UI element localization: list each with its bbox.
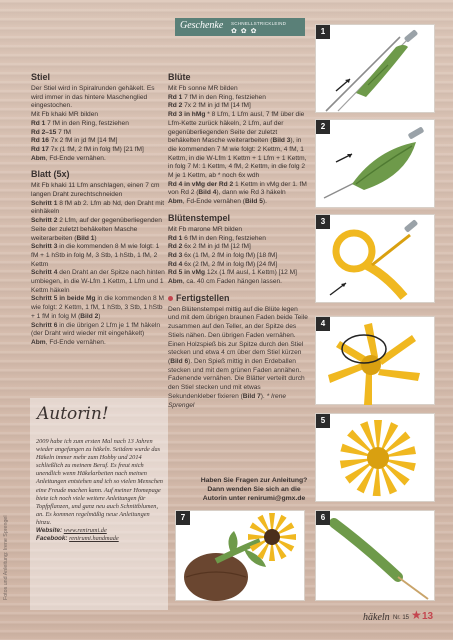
bluete-line: Rd 4 in vMg der Rd 2 1 Kettm in vMg der 1. fM von Rd 2 (Bild 4), dann wie Rd 3 häkeln xyxy=(168,180,307,197)
bluete-line: Rd 3 in hMg * 8 Lfm, 1 Lfm ausl, 7 fM über die Lfm-Kette zurück häkeln, 2 Lfm, auf der gegenüberliegenden Seite der zuletzt behäkelten Masche weiterarbeiten (Bild 3), in die kommenden 7 M wie folgt: 2 Kettm, 4 fM, 1 Kettm, in die W-Lfm 1 Kettm + 1 Lfm + 1 Kettm, in folg 7 M: 1 Kettm, 4 fM, 2 Kettm, in die folg 2 M je 1 Kettm, ab * noch 6x wdh xyxy=(168,111,307,180)
stiel-line: Rd 16 7x 2 fM in jd fM [14 fM] xyxy=(31,137,118,145)
photo-number: 6 xyxy=(316,511,330,525)
stempel-line: Rd 1 6 fM in den Ring, festziehen xyxy=(168,234,266,242)
heading-bluete: Blüte xyxy=(168,72,191,82)
photo-number: 1 xyxy=(316,25,330,39)
photo-step-3 xyxy=(315,214,435,303)
petals-illustration xyxy=(316,317,436,406)
photo-step-7 xyxy=(175,510,305,601)
blatt-step: Schritt 6 in die übrigen 2 Lfm je 1 fM häkeln (der Draht wird wieder mit eingehäkelt) xyxy=(31,321,161,338)
flower-ring-illustration xyxy=(316,215,436,304)
section-title: Geschenke xyxy=(180,20,224,31)
stempel-line: Rd 2 6x 2 fM in jd fM [12 fM] xyxy=(168,243,251,251)
blatt-step: Schritt 2 2 Lfm, auf der gegenüberliegenden Seite der zuletzt behäkelten Masche weiterarbeiten (Bild 1) xyxy=(31,217,162,242)
photo-step-6 xyxy=(315,510,435,601)
finished-flower-illustration xyxy=(316,414,436,503)
stiel-intro: Der Stiel wird in Spiralrunden gehäkelt. Es wird immer in das hintere Maschenglied eingestochen. xyxy=(31,85,155,110)
column-middle xyxy=(168,72,308,410)
bluete-line: Mit Fb sonne MR bilden xyxy=(168,85,238,92)
blatt-step: Abm, Fd-Ende vernähen. xyxy=(31,338,106,346)
stempel-line: Rd 3 6x (1 fM, 2 fM in folg fM) [18 fM] xyxy=(168,251,278,259)
heading-stiel: Stiel xyxy=(31,72,51,82)
stempel-line: Rd 5 in vMg 12x (1 fM ausl, 1 Kettm) [12 M] xyxy=(168,269,297,277)
photo-credit: Fotos und Anleitung: Irene Sprengel xyxy=(3,515,9,600)
author-box: Autorin! 2009 habe ich zum ersten Mal nach 13 Jahren wieder angefangen zu häkeln. Seitdem wurde das Häkeln immer mehr zum Hobby und 2014 schließlich zu meinem Beruf. Es freut mich unendlich wenn Häkelarbeiten nach meinen Anleitungen entstehen und ich so vielen Menschen eine Freude machen kann. Auf meiner Homepage biete ich noch viele weitere Anleitungen für Topfpflanzen, und ganz neu auch Schnittblumen, an. Es kommen regelmäßig neue Anleitungen hinzu. Website: www.renirumi.de Facebook: renirumi.handmade xyxy=(30,398,168,610)
column-left xyxy=(31,72,168,348)
author-title: Autorin! xyxy=(37,404,109,424)
blatt-step: Schritt 4 den Draht an der Spitze nach hinten umbiegen, in die W-Lfm 1 Kettm, 1 Lfm und 1 Kettm häkeln xyxy=(31,269,165,294)
bullet-icon xyxy=(168,296,173,301)
blatt-step: Schritt 1 8 fM ab 2. Lfm ab Nd, den Draht mit einhäkeln xyxy=(31,199,165,216)
photo-step-2 xyxy=(315,119,435,208)
section-header-band xyxy=(175,18,305,36)
stiel-line: Rd 1 7 fM in den Ring, festziehen xyxy=(31,119,129,127)
leaf-illustration xyxy=(316,120,436,209)
stem-skewer-illustration xyxy=(316,511,436,602)
stiel-line: Abm, Fd-Ende vernähen. xyxy=(31,154,106,162)
photo-number: 3 xyxy=(316,215,330,229)
stempel-line: Abm, ca. 40 cm Faden hängen lassen. xyxy=(168,278,282,286)
stiel-line: Rd 2–15 7 fM xyxy=(31,128,71,136)
blatt-step: Schritt 5 in beide Mg in die kommenden 8 M wie folgt: 2 Kettm, 1 fM, 1 hStb, 3 Stb, 1 hStb + 1 fM in folg M (Bild 2) xyxy=(31,295,165,320)
photo-number: 5 xyxy=(316,414,330,428)
bluete-line: Rd 1 7 fM in den Ring, festziehen xyxy=(168,93,266,101)
difficulty-stars: ✿ ✿ ✿ xyxy=(231,28,258,35)
question-box: Haben Sie Fragen zur Anleitung? Dann wenden Sie sich an die Autorin unter renirumi@gmx.de xyxy=(184,476,324,503)
photo-number: 4 xyxy=(316,317,330,331)
photo-number: 7 xyxy=(176,511,190,525)
photo-step-1 xyxy=(315,24,435,113)
stiel-line: Rd 17 7x (1 fM, 2 fM in folg fM) [21 fM] xyxy=(31,145,144,153)
issue-number: Nr. 15 xyxy=(393,615,410,621)
crochet-step-1-illustration xyxy=(316,25,436,114)
heading-blatt: Blatt (5x) xyxy=(31,169,70,180)
blatt-step: Schritt 3 in die kommenden 8 M wie folgt: 1 fM + 1 hStb in folg M, 3 Stb, 1 hStb, 1 fM, 2 Kettm xyxy=(31,243,160,268)
stiel-line: Mit Fb khaki MR bilden xyxy=(31,111,99,119)
heading-fertigstellen: Fertigstellen xyxy=(168,293,308,304)
heading-stempel: Blütenstempel xyxy=(168,212,231,223)
blatt-intro: Mit Fb khaki 11 Lfm anschlagen, einen 7 cm langen Draht zurechtschneiden xyxy=(31,182,160,199)
magazine-brand: häkeln xyxy=(363,612,390,623)
finished-plant-illustration xyxy=(176,511,306,602)
bluete-line: Abm, Fd-Ende vernähen (Bild 5). xyxy=(168,198,267,206)
facebook-link[interactable]: renirumi.handmade xyxy=(69,535,119,543)
photo-step-4 xyxy=(315,316,435,405)
fertig-text: Den Blütenstempel mittig auf die Blüte legen und mit dem übrigen braunen Faden beide Teile zusammen auf den Teller, an der Spitze des Stiels nähen. Den übrigen Faden vernähen. Einen Holzspieß bis zur Spitze durch den Stiel stecken und etwa 4 cm über dem Stiel kürzen (Bild 6). Den Spieß mittig in den Erdeballen stecken und mit dem grünen Faden annähen. Fadenende vernähen. Die Blätter verteilt durch den Stiel stecken und mit etwas Sekundenkleber fixieren (Bild 7). * Irene Sprengel xyxy=(168,305,308,409)
star-icon: ★ xyxy=(411,608,422,622)
photo-step-5 xyxy=(315,413,435,502)
bluete-line: Rd 2 7x 2 fM in jd fM [14 fM] xyxy=(168,102,251,110)
photo-number: 2 xyxy=(316,120,330,134)
stempel-line: Mit Fb marone MR bilden xyxy=(168,225,243,233)
section-subtitle: SCHNELLSTRICKLEIND xyxy=(231,21,287,26)
page-number: 13 xyxy=(422,611,434,622)
website-link[interactable]: www.renirumi.de xyxy=(63,527,107,535)
author-bio: 2009 habe ich zum ersten Mal nach 13 Jahren wieder angefangen zu häkeln. Seitdem wurde das Häkeln immer mehr zum Hobby und 2014 schließlich zu meinem Beruf. Es freut mich unendlich wenn Häkelarbeiten nach meinen Anleitungen entstehen und ich so vielen Menschen eine Freude machen kann. Auf meiner Homepage biete ich noch viele weitere Anleitungen für Topfpflanzen, und ganz neu auch Schnittblumen, an. Es kommen regelmäßig neue Anleitungen hinzu. xyxy=(36,438,163,526)
stempel-line: Rd 4 6x (2 fM, 2 fM in folg fM) [24 fM] xyxy=(168,260,278,268)
author-email[interactable]: Autorin unter renirumi@gmx.de xyxy=(202,495,306,502)
